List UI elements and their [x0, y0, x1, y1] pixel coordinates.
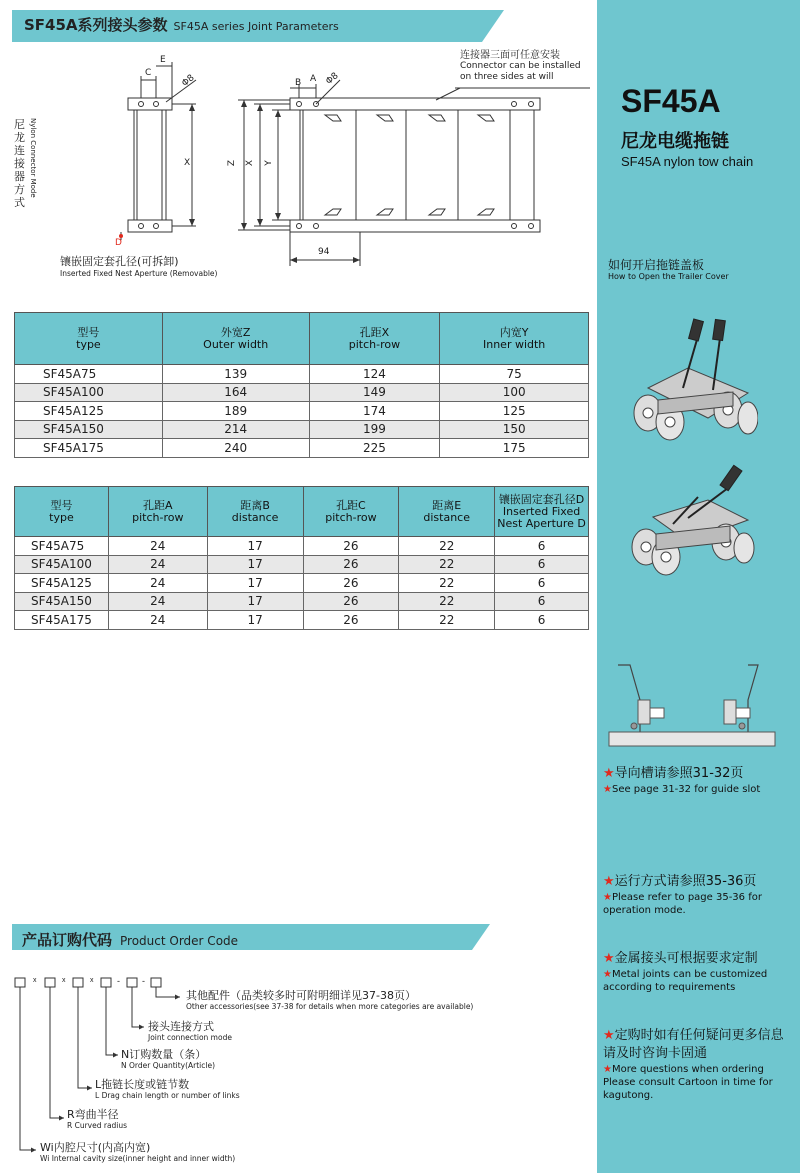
order-code-title: 产品订购代码 Product Order Code — [22, 931, 239, 949]
order-item-length: L拖链长度或链节数 L Drag chain length or number of links — [95, 1078, 240, 1100]
dim-phi-left-label: Φ8 — [180, 73, 197, 89]
dim-d-label: D — [115, 238, 122, 248]
dim-y-label: Y — [263, 160, 274, 166]
header-distance-e: 距离E distance — [399, 487, 495, 537]
product-subtitle-en: SF45A nylon tow chain — [621, 154, 754, 169]
side-label-en: Nylon Connector Mode — [29, 118, 37, 198]
order-item-accessories: 其他配件（品类较多时可附明细详见37-38页） Other accessories(see 37-38 for details when more categories are available) — [186, 989, 474, 1011]
dim-pitch-label: 94 — [318, 247, 330, 257]
table-row: SF45A125 24 17 26 22 6 — [15, 574, 589, 593]
dim-x-right-label: X — [245, 159, 256, 167]
note-consult: ★定购时如有任何疑问更多信息请及时咨询卡固通 ★More questions when ordering Please consult Cartoon in time for kagutong. — [603, 1028, 784, 1101]
howto-subtitle: How to Open the Trailer Cover — [608, 272, 729, 281]
header-pitch-c: 孔距C pitch-row — [303, 487, 399, 537]
header-pitch-row: 孔距X pitch-row — [309, 313, 440, 365]
table-row: SF45A150 24 17 26 22 6 — [15, 592, 589, 611]
dim-e-label: E — [160, 55, 166, 65]
table-row: SF45A125 189 174 125 — [15, 402, 589, 421]
header-distance-b: 距离B distance — [207, 487, 303, 537]
order-item-radius: R弯曲半径 R Curved radius — [67, 1108, 128, 1130]
header-type: 型号 type — [15, 487, 109, 537]
guide-slot-illustration — [608, 660, 778, 752]
aperture-note: 镶嵌固定套孔径(可拆卸) Inserted Fixed Nest Aperture (Removable) — [60, 255, 218, 278]
note-operation-mode: ★运行方式请参照35-36页 ★Please refer to page 35-36 for operation mode. — [603, 874, 762, 916]
header-type: 型号 type — [15, 313, 163, 365]
separator-5: - — [142, 976, 145, 986]
table-row: SF45A150 214 199 150 — [15, 420, 589, 439]
separator-1: x — [33, 977, 37, 984]
header-outer-width: 外宽Z Outer width — [162, 313, 309, 365]
order-item-cavity-size: Wi内腔尺寸(内高内宽) Wi Internal cavity size(inner height and inner width) — [40, 1141, 236, 1163]
separator-4: - — [117, 976, 120, 986]
separator-3: x — [90, 977, 94, 984]
table-row: SF45A75 139 124 75 — [15, 365, 589, 384]
side-label-cn: 尼龙连接器方式 — [14, 118, 25, 209]
table-row: SF45A75 24 17 26 22 6 — [15, 537, 589, 556]
note-metal-joints: ★金属接头可根据要求定制 ★Metal joints can be customized according to requirements — [603, 951, 768, 993]
dim-x-left-label: X — [184, 158, 191, 168]
table-row: SF45A175 240 225 175 — [15, 439, 589, 458]
table-row: SF45A175 24 17 26 22 6 — [15, 611, 589, 630]
dimensions-table — [14, 312, 589, 458]
table-row: SF45A100 24 17 26 22 6 — [15, 555, 589, 574]
header-pitch-a: 孔距A pitch-row — [108, 487, 207, 537]
separator-2: x — [62, 977, 66, 984]
table-row: SF45A100 164 149 100 — [15, 383, 589, 402]
product-subtitle-cn: 尼龙电缆拖链 — [621, 131, 729, 152]
order-code-diagram — [0, 970, 200, 1170]
header-inner-width: 内宽Y Inner width — [440, 313, 589, 365]
chain-cover-illustration-2 — [628, 462, 758, 582]
right-panel — [597, 0, 800, 1173]
joint-parameters-table — [14, 486, 589, 630]
note-guide-slot: ★导向槽请参照31-32页 ★See page 31-32 for guide slot — [603, 766, 761, 795]
dim-phi-right-label: Φ8 — [324, 71, 341, 87]
connector-note: 连接器三面可任意安装 Connector can be installed on three sides at will — [460, 50, 581, 82]
order-item-quantity: N订购数量（条） N Order Quantity(Article) — [121, 1048, 216, 1070]
dim-c-label: C — [145, 68, 152, 78]
dim-a-label: A — [310, 74, 317, 84]
howto-title: 如何开启拖链盖板 — [608, 258, 705, 272]
order-item-joint-mode: 接头连接方式 Joint connection mode — [148, 1020, 232, 1042]
chain-cover-illustration-1 — [628, 318, 758, 448]
product-title: SF45A — [621, 83, 721, 119]
dim-z-label: Z — [227, 159, 238, 167]
page-title: SF45A系列接头参数 SF45A series Joint Parameters — [24, 16, 339, 34]
header-aperture-d: 镶嵌固定套孔径D Inserted Fixed Nest Aperture D — [495, 487, 589, 537]
dim-b-label: B — [295, 78, 302, 88]
